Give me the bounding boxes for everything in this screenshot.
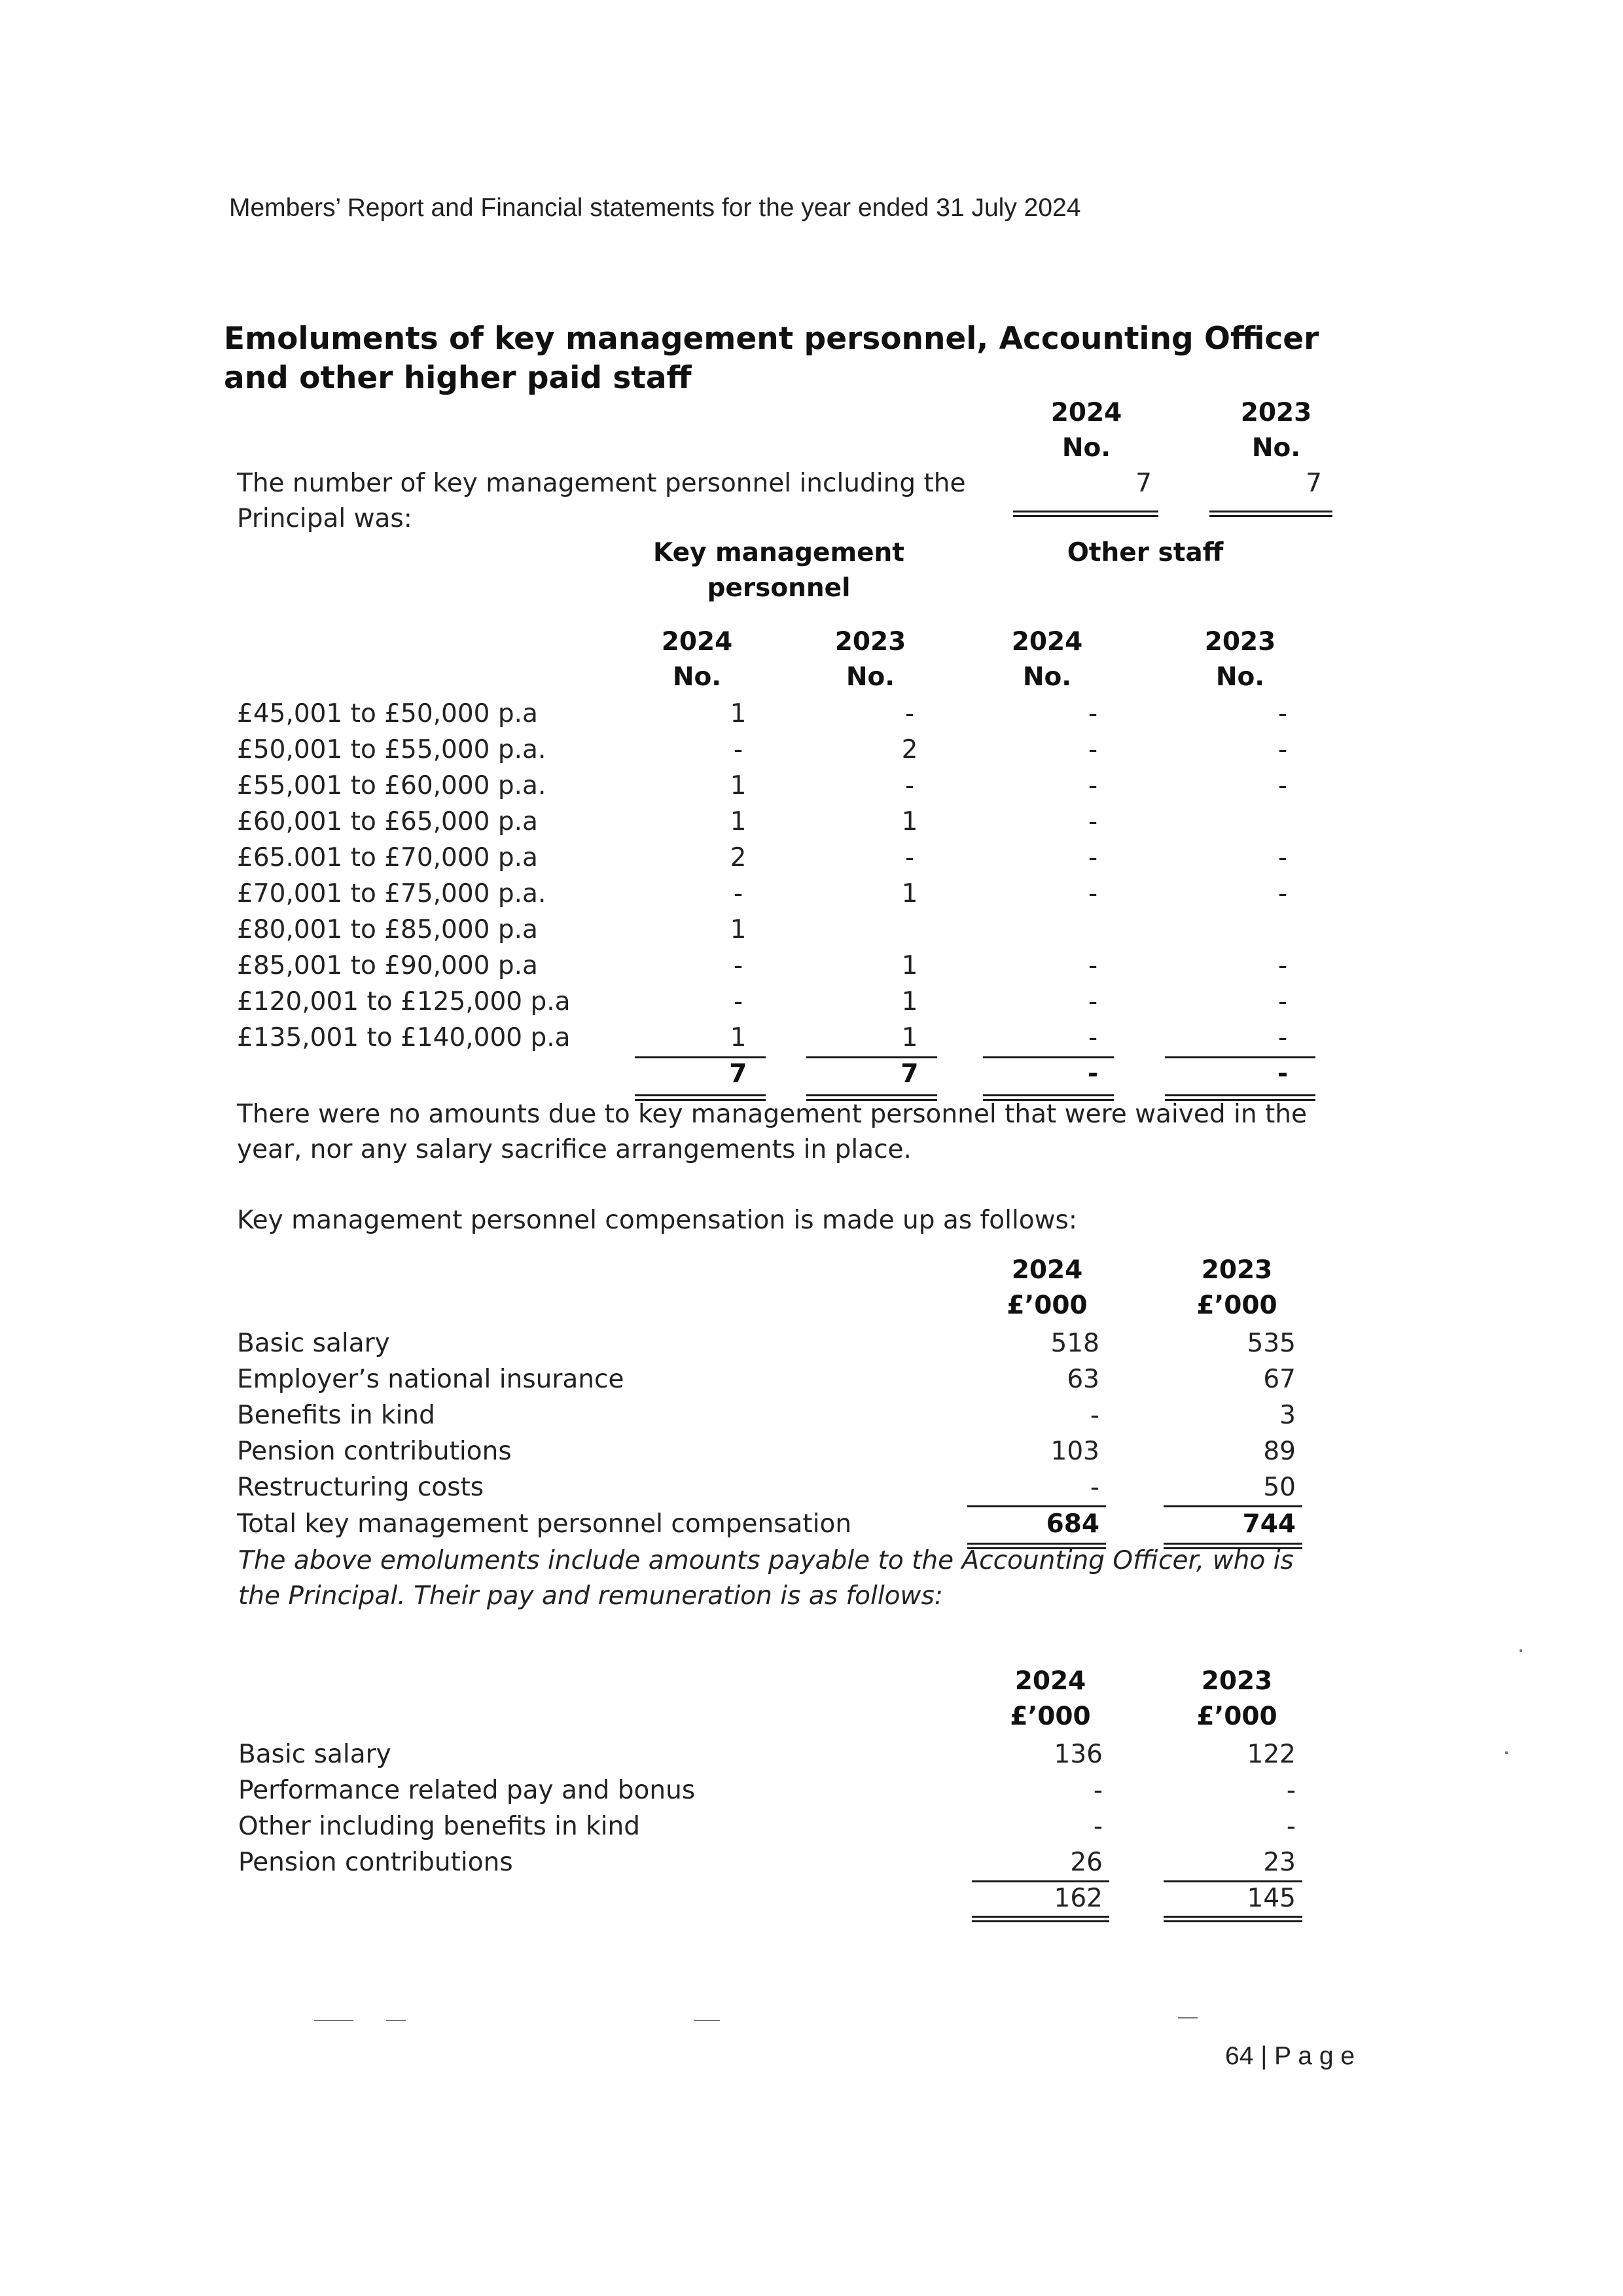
band-label: £85,001 to £90,000 p.a (237, 951, 538, 980)
principal-unit-2023: £’000 (1196, 1702, 1277, 1731)
comp-total-2023: 744 (1242, 1509, 1296, 1539)
band-label: £80,001 to £85,000 p.a (237, 915, 538, 944)
band-kmp-2023: 2 (901, 735, 918, 764)
band-kmp-2023: - (904, 843, 915, 872)
band-other-2023: - (1277, 699, 1288, 728)
band-other-2024: - (1088, 879, 1098, 908)
band-other-2023: - (1277, 951, 1288, 980)
band-other-2024: - (1088, 1023, 1098, 1052)
band-kmp-2024: 1 (730, 1023, 747, 1052)
comp-label: Basic salary (237, 1329, 390, 1358)
band-kmp-2024: 1 (730, 699, 747, 728)
count-year-2023: 2023 (1240, 398, 1312, 427)
band-label: £55,001 to £60,000 p.a. (237, 771, 546, 800)
band-label: £60,001 to £65,000 p.a (237, 807, 538, 836)
band-subtotal-line (983, 1056, 1114, 1058)
principal-value-2024: 136 (1054, 1740, 1103, 1769)
principal-label: Performance related pay and bonus (238, 1776, 696, 1805)
count-value-2024: 7 (1135, 469, 1152, 498)
principal-total-2024: 162 (1054, 1884, 1103, 1913)
principal-label: Pension contributions (238, 1848, 513, 1877)
band-other-2023: - (1277, 879, 1288, 908)
principal-label: Other including benefits in kind (238, 1812, 641, 1841)
principal-subtotal-line (1164, 1880, 1302, 1882)
comp-value-2023: 535 (1247, 1329, 1296, 1358)
band-other-2024: - (1088, 735, 1098, 764)
band-label: £70,001 to £75,000 p.a. (237, 879, 546, 908)
scan-artifact (1178, 2017, 1198, 2018)
comp-total-2024: 684 (1046, 1509, 1099, 1539)
scan-artifact (694, 2020, 720, 2021)
count-label-line2: Principal was: (237, 504, 412, 533)
col-header-unit: No. (1215, 662, 1265, 692)
principal-unit-2024: £’000 (1010, 1702, 1091, 1731)
band-kmp-2023: 1 (901, 879, 918, 908)
comp-total-label: Total key management personnel compensation (237, 1509, 852, 1539)
count-year-2024: 2024 (1050, 398, 1122, 427)
comp-subtotal-line (967, 1505, 1106, 1507)
band-kmp-2024: - (733, 879, 743, 908)
comp-value-2023: 89 (1263, 1437, 1296, 1466)
accounting-officer-note-line2: the Principal. Their pay and remuneration is as follows: (238, 1581, 943, 1611)
band-label: £120,001 to £125,000 p.a (237, 987, 571, 1016)
group-header-other-staff: Other staff (1067, 538, 1224, 567)
band-kmp-2024: - (733, 735, 743, 764)
comp-year-2024: 2024 (1011, 1255, 1083, 1285)
band-total-other-2024: - (1087, 1059, 1099, 1088)
comp-label: Employer’s national insurance (237, 1365, 624, 1394)
band-label: £135,001 to £140,000 p.a (237, 1023, 571, 1052)
comp-year-2023: 2023 (1201, 1255, 1273, 1285)
comp-value-2023: 3 (1279, 1401, 1296, 1430)
compensation-intro: Key management personnel compensation is made up as follows: (237, 1206, 1078, 1235)
band-label: £45,001 to £50,000 p.a (237, 699, 538, 728)
band-kmp-2024: 1 (730, 915, 747, 944)
count-underline-2023 (1209, 511, 1332, 517)
col-header-unit: No. (1022, 662, 1072, 692)
waiver-note-line1: There were no amounts due to key management personnel that were waived in the (237, 1100, 1307, 1129)
band-other-2023: - (1277, 1023, 1288, 1052)
principal-value-2024: - (1093, 1812, 1103, 1841)
band-other-2023: - (1277, 987, 1288, 1016)
band-kmp-2024: - (733, 987, 743, 1016)
band-total-other-2023: - (1277, 1059, 1289, 1088)
band-kmp-2023: 1 (901, 1023, 918, 1052)
band-kmp-2023: 1 (901, 807, 918, 836)
band-subtotal-line (635, 1056, 766, 1058)
band-other-2023: - (1277, 771, 1288, 800)
band-subtotal-line (1165, 1056, 1315, 1058)
comp-label: Pension contributions (237, 1437, 512, 1466)
band-other-2024: - (1088, 699, 1098, 728)
count-unit-2024: No. (1061, 433, 1111, 463)
section-title-line1: Emoluments of key management personnel, Accounting Officer (224, 321, 1319, 357)
accounting-officer-note-line1: The above emoluments include amounts payable to the Accounting Officer, who is (238, 1546, 1294, 1575)
count-underline-2024 (1013, 511, 1158, 517)
comp-unit-2024: £’000 (1007, 1291, 1088, 1320)
band-label: £65.001 to £70,000 p.a (237, 843, 538, 872)
scan-artifact (1505, 1751, 1508, 1754)
comp-value-2024: 63 (1067, 1365, 1099, 1394)
page-number-footer: 64 | P a g e (1225, 2042, 1355, 2070)
band-kmp-2024: 1 (730, 807, 747, 836)
band-other-2024: - (1088, 987, 1098, 1016)
comp-value-2023: 50 (1263, 1473, 1296, 1502)
band-label: £50,001 to £55,000 p.a. (237, 735, 546, 764)
waiver-note-line2: year, nor any salary sacrifice arrangements in place. (237, 1135, 912, 1164)
band-kmp-2023: - (904, 699, 915, 728)
principal-value-2023: - (1286, 1776, 1296, 1805)
band-other-2024: - (1088, 807, 1098, 836)
count-unit-2023: No. (1251, 433, 1301, 463)
principal-value-2024: - (1093, 1776, 1103, 1805)
col-header-year: 2024 (1011, 627, 1083, 656)
band-total-kmp-2024: 7 (729, 1059, 747, 1088)
col-header-year: 2024 (661, 627, 733, 656)
col-header-unit: No. (846, 662, 895, 692)
band-kmp-2023: 1 (901, 951, 918, 980)
scan-artifact (1520, 1649, 1522, 1652)
band-kmp-2023: - (904, 771, 915, 800)
comp-label: Restructuring costs (237, 1473, 484, 1502)
col-header-unit: No. (672, 662, 722, 692)
principal-year-2024: 2024 (1014, 1666, 1086, 1696)
principal-value-2024: 26 (1070, 1848, 1103, 1877)
document-header: Members’ Report and Financial statements for the year ended 31 July 2024 (229, 194, 1081, 222)
comp-value-2023: 67 (1263, 1365, 1296, 1394)
principal-year-2023: 2023 (1201, 1666, 1273, 1696)
band-kmp-2024: - (733, 951, 743, 980)
principal-total-double-line (1164, 1916, 1302, 1922)
comp-value-2024: - (1090, 1401, 1099, 1430)
principal-subtotal-line (972, 1880, 1109, 1882)
band-kmp-2023: 1 (901, 987, 918, 1016)
comp-label: Benefits in kind (237, 1401, 435, 1430)
comp-value-2024: 103 (1050, 1437, 1099, 1466)
principal-value-2023: 122 (1247, 1740, 1296, 1769)
group-header-kmp-line1: Key management (653, 538, 904, 567)
band-other-2023: - (1277, 735, 1288, 764)
band-other-2024: - (1088, 951, 1098, 980)
comp-value-2024: 518 (1050, 1329, 1099, 1358)
band-other-2023: - (1277, 843, 1288, 872)
band-kmp-2024: 1 (730, 771, 747, 800)
band-other-2024: - (1088, 843, 1098, 872)
comp-subtotal-line (1164, 1505, 1302, 1507)
band-kmp-2024: 2 (730, 843, 747, 872)
principal-label: Basic salary (238, 1740, 391, 1769)
principal-value-2023: 23 (1263, 1848, 1296, 1877)
band-other-2024: - (1088, 771, 1098, 800)
principal-total-2023: 145 (1247, 1884, 1296, 1913)
col-header-year: 2023 (834, 627, 906, 656)
principal-value-2023: - (1286, 1812, 1296, 1841)
count-value-2023: 7 (1306, 469, 1322, 498)
band-subtotal-line (806, 1056, 937, 1058)
scan-artifact (386, 2020, 406, 2021)
section-title-line2: and other higher paid staff (224, 360, 692, 396)
comp-value-2024: - (1090, 1473, 1099, 1502)
comp-unit-2023: £’000 (1196, 1291, 1277, 1320)
scan-artifact (314, 2020, 353, 2021)
band-total-kmp-2023: 7 (901, 1059, 919, 1088)
group-header-kmp-line2: personnel (707, 573, 851, 603)
count-label-line1: The number of key management personnel including the (237, 469, 966, 498)
col-header-year: 2023 (1204, 627, 1276, 656)
principal-total-double-line (972, 1916, 1109, 1922)
